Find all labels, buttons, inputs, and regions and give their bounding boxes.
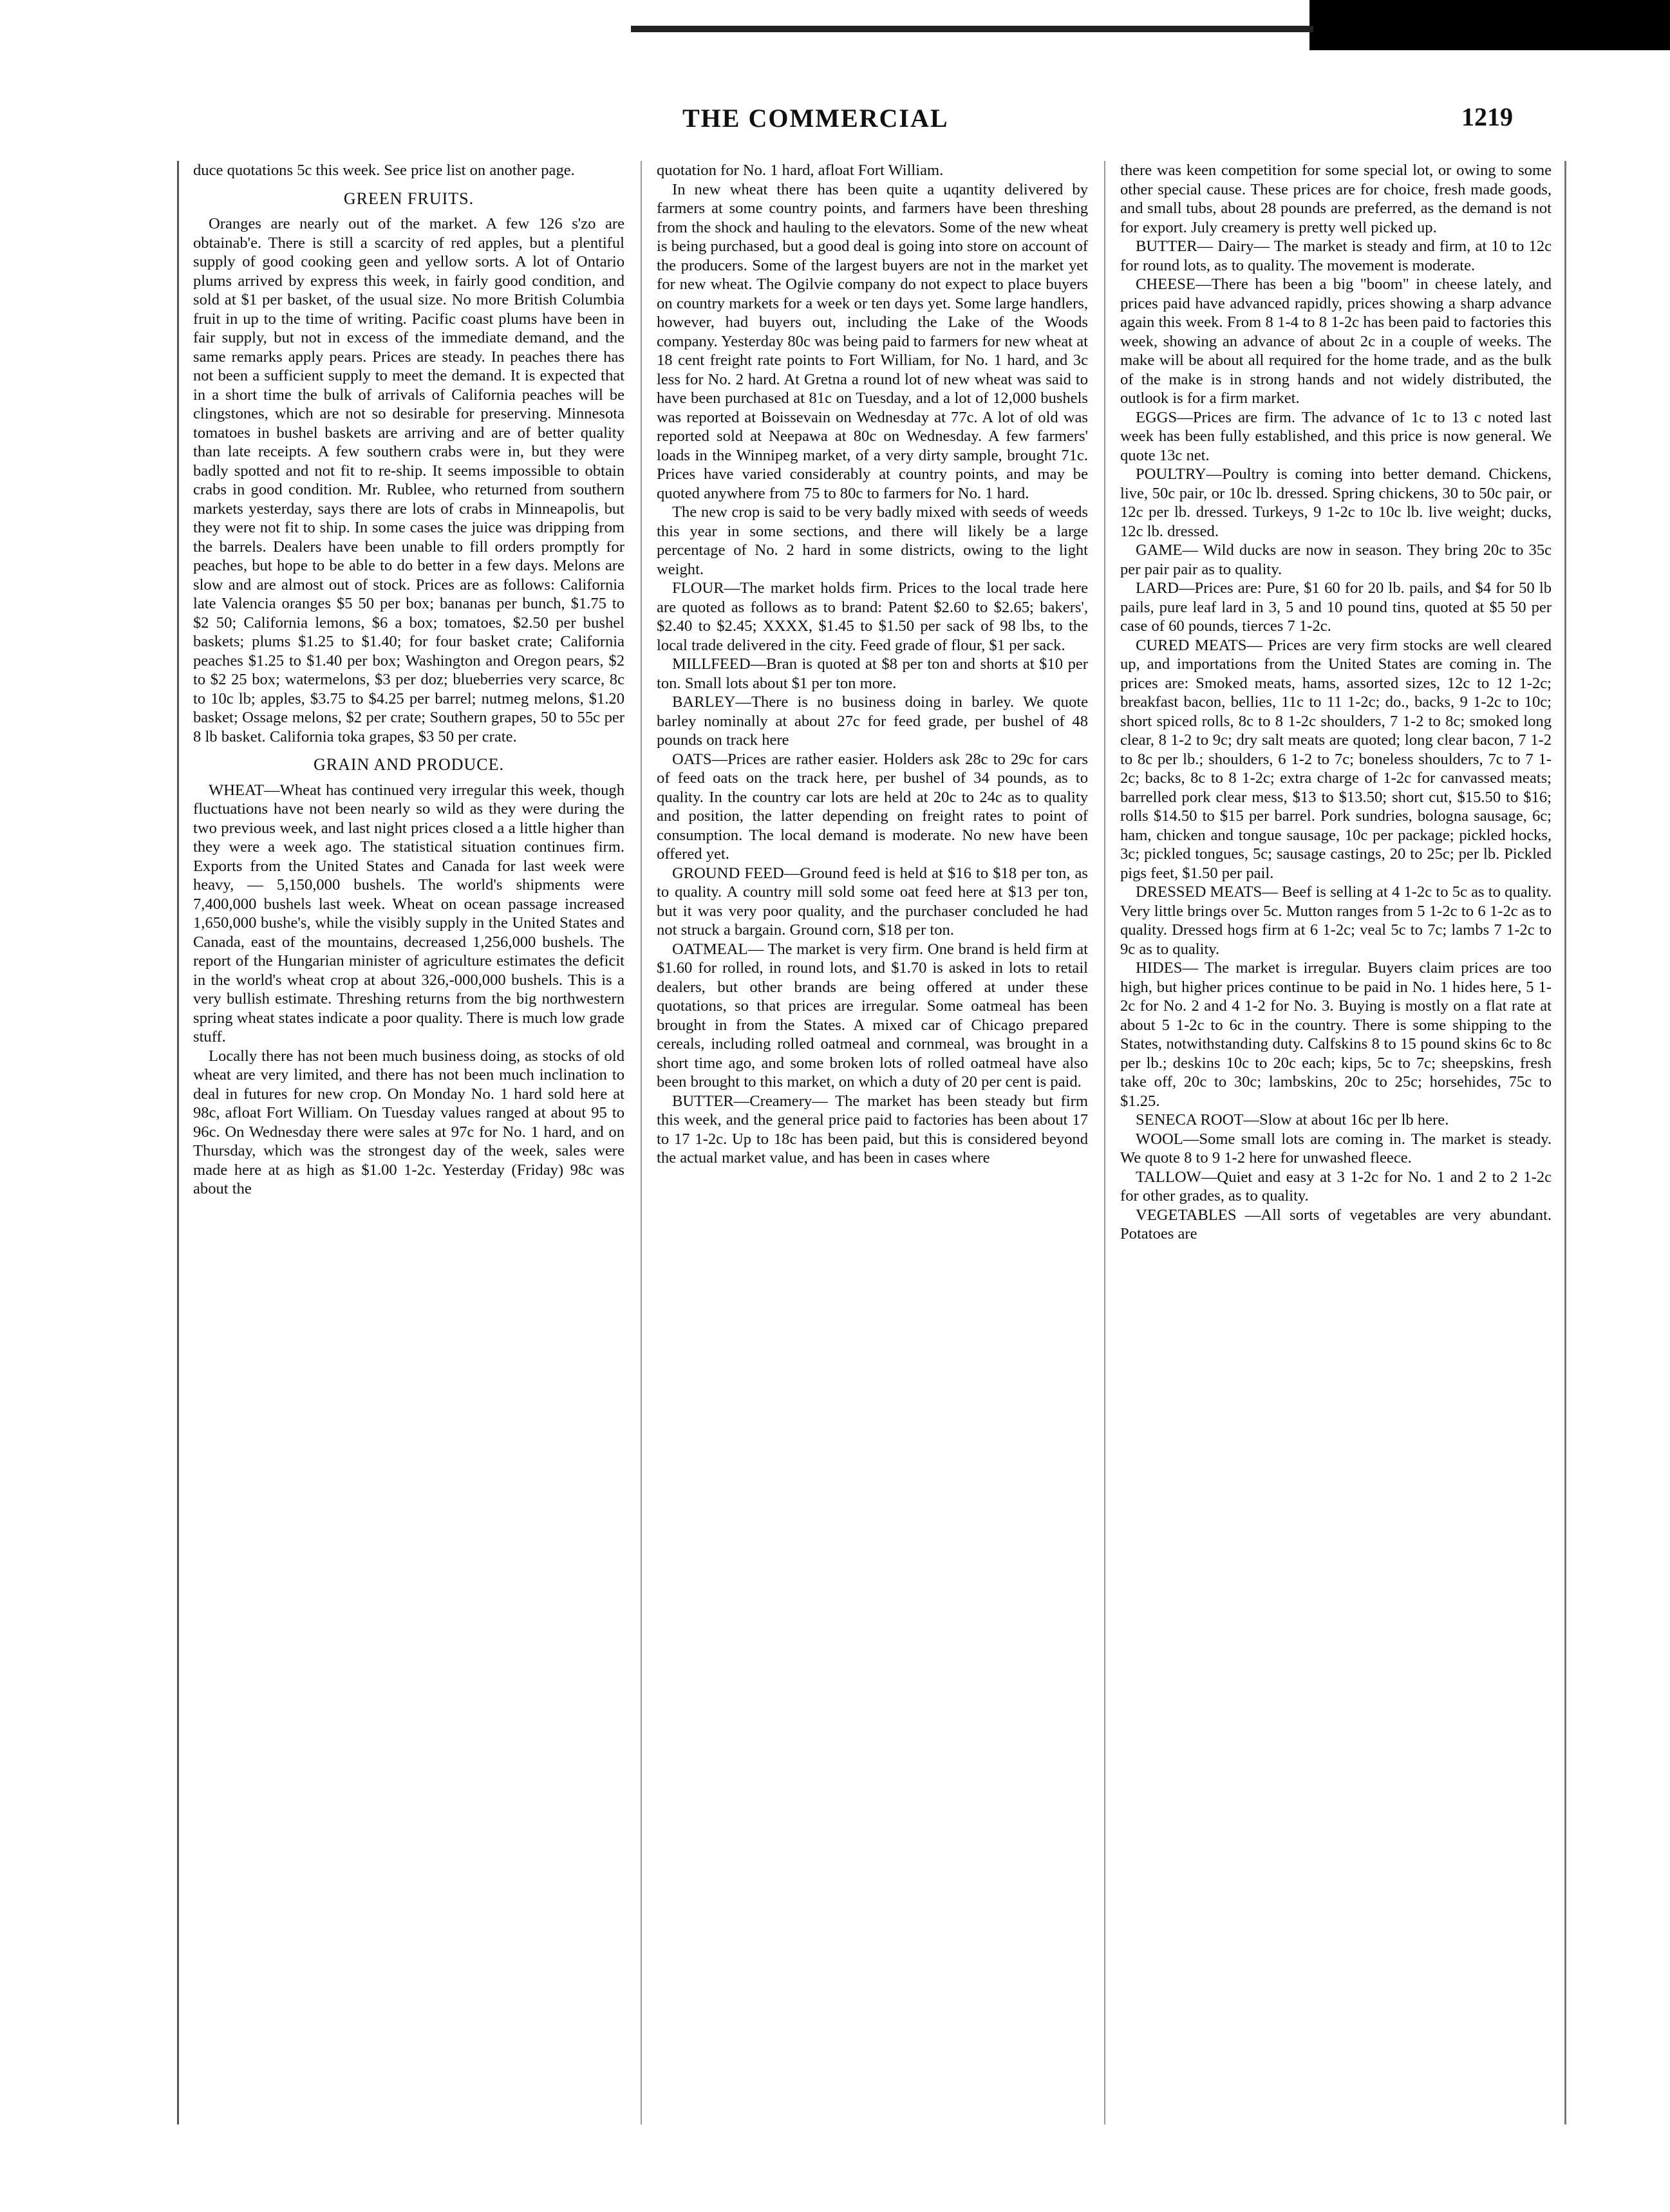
article-columns	[193, 161, 1558, 2131]
paragraph: there was keen competition for some special lot, or owing to some other special cause. These prices are for choice, fresh made goods, and small tubs, about 28 pounds are preferred, as the demand is not for export. July creamery is pretty well picked up.	[1120, 162, 1552, 236]
page-number: 1219	[1461, 102, 1513, 131]
paragraph: HIDES— The market is irregular. Buyers claim prices are too high, but higher prices continue to be paid in No. 1 hides here, 5 1-2c for No. 2 and 4 1-2 for No. 3. Buying is mostly on a flat rate at about 5 1-2c to 6c in the country. There is some shipping to the States, notwithstanding duty. Calfskins 8 to 15 pound skins 6c to 8c per lb.; deskins 10c to 20c each; kips, 5c to 7c; sheepskins, fresh take off, 20c to 30c; lambskins, 20c to 25c; horsehides, 75c to $1.25.	[1120, 959, 1552, 1110]
page-header	[0, 97, 1670, 155]
scan-edge-shadow	[1309, 0, 1670, 50]
paragraph: quotation for No. 1 hard, afloat Fort William.	[657, 162, 944, 179]
paragraph: GROUND FEED—Ground feed is held at $16 to $18 per ton, as to quality. A country mill sold some oat feed here at $13 per ton, but it was very poor quality, and the purchaser concluded he had not struck a bargain. Ground corn, $18 per ton.	[657, 864, 1088, 939]
section-heading: GRAIN AND PRODUCE.	[313, 755, 505, 774]
paragraph: SENECA ROOT—Slow at about 16c per lb here.	[1136, 1111, 1449, 1129]
column-1	[193, 161, 624, 2131]
paragraph: Locally there has not been much business doing, as stocks of old wheat are very limited, and there has not been much inclination to deal in futures for new crop. On Monday No. 1 hard sold here at 98c, afloat Fort William. On Tuesday values ranged at about 95 to 96c. On Wednesday there were sales at 97c for No. 1 hard, and on Thursday, which was the strongest day of the week, sales were made here at as high as $1.00 1-2c. Yesterday (Friday) 98c was about the	[193, 1047, 624, 1197]
paragraph: WOOL—Some small lots are coming in. The market is steady. We quote 8 to 9 1-2 here for unwashed fleece.	[1120, 1130, 1552, 1167]
paragraph: BARLEY—There is no business doing in barley. We quote barley nominally at about 27c for feed grade, per bushel of 48 pounds on track here	[657, 693, 1088, 749]
paragraph: DRESSED MEATS— Beef is selling at 4 1-2c to 5c as to quality. Very little brings over 5c. Mutton ranges from 5 1-2c to 6 1-2c as to quality. Dressed hogs firm at 6 1-2c; veal 5c to 7c; lambs 7 1-2c to 9c as to quality.	[1120, 883, 1552, 958]
column-3	[1120, 161, 1552, 2131]
paragraph: BUTTER—Creamery— The market has been steady but firm this week, and the general price paid to factories has been about 17 to 17 1-2c. Up to 18c has been paid, but this is considered beyond the actual market value, and has been in cases where	[657, 1092, 1088, 1167]
paragraph: LARD—Prices are: Pure, $1 60 for 20 lb. pails, and $4 for 50 lb pails, pure leaf lard in 3, 5 and 10 pound tins, quoted at $5 50 per case of 60 pounds, tierces 7 1-2c.	[1120, 579, 1552, 635]
page-edge-rule	[177, 161, 179, 2124]
paragraph: VEGETABLES —All sorts of vegetables are very abundant. Potatoes are	[1120, 1206, 1552, 1242]
page-edge-rule	[1564, 161, 1566, 2124]
paragraph: FLOUR—The market holds firm. Prices to the local trade here are quoted as follows as to brand: Patent $2.60 to $2.65; bakers', $2.40 to $2.45; XXXX, $1.45 to $1.50 per sack of 98 lbs, to the local trade delivered in the city. Feed grade of flour, $1 per sack.	[657, 579, 1088, 654]
paragraph: EGGS—Prices are firm. The advance of 1c to 13 c noted last week has been fully established, and this price is now general. We quote 13c net.	[1120, 408, 1552, 464]
paragraph: GAME— Wild ducks are now in season. They bring 20c to 35c per pair pair as to quality.	[1120, 541, 1552, 578]
scan-top-rule	[631, 26, 1313, 32]
running-title: THE COMMERCIAL	[682, 104, 949, 133]
paragraph: The new crop is said to be very badly mixed with seeds of weeds this year in some sections, and there will likely be a large percentage of No. 2 hard in some districts, owing to the light weight.	[657, 503, 1088, 578]
paragraph: CURED MEATS— Prices are very firm stocks are well cleared up, and importations from the United States are coming in. The prices are: Smoked meats, hams, assorted sizes, 12c to 12 1-2c; breakfast bacon, bellies, 11c to 11 1-2c; do., backs, 9 1-2c to 10c; short spiced rolls, 8c to 8 1-2c shoulders, 7 1-2 to 8c; smoked long clear, 8 1-2 to 9c; dry salt meats are quoted; long clear bacon, 7 1-2 to 8c per lb.; shoulders, 6 1-2 to 7c; boneless shoulders, 7c to 7 1-2c; backs, 8c to 8 1-2c; extra charge of 1-2c for canvassed meats; barrelled pork clear mess, $13 to $13.50; short cut, $15.50 to $16; rolls $14.50 to $15 per barrel. Pork sundries, bologna sausage, 6c; ham, chicken and tongue sausage, 10c per package; pickled hocks, 3c; pickled tongues, 5c; sausage castings, 20 to 25c; per lb. Pickled pigs feet, $1.50 per pail.	[1120, 636, 1552, 882]
paragraph: duce quotations 5c this week. See price list on another page.	[193, 162, 575, 179]
paragraph: In new wheat there has been quite a uqantity delivered by farmers at some country points, and farmers have been threshing from the shock and hauling to the elevators. Some of the new wheat is being purchased, but a good deal is going into store on account of the producers. Some of the largest buyers are not in the market yet for new wheat. The Ogilvie company do not expect to place buyers on country markets for a week or ten days yet. Some large handlers, however, had buyers out, including the Lake of the Woods company. Yesterday 80c was being paid to farmers for new wheat at 18 cent freight rate points to Fort William, for No. 1 hard, and 3c less for No. 2 hard. At Gretna a round lot of new wheat was said to have been purchased at 81c on Tuesday, and a lot of 12,000 bushels was reported at Boissevain on Wednesday at 77c. A lot of old was reported sold at Neepawa at 80c on Wednesday. A few farmers' loads in the Winnipeg market, of a very dirty sample, brought 71c. Prices have varied considerably at country points, and may be quoted anywhere from 75 to 80c to farmers for No. 1 hard.	[657, 180, 1088, 502]
paragraph: POULTRY—Poultry is coming into better demand. Chickens, live, 50c pair, or 10c lb. dressed. Spring chickens, 30 to 50c pair, or 12c per lb. dressed. Turkeys, 9 1-2c to 10c lb. live weight; ducks, 12c lb. dressed.	[1120, 465, 1552, 540]
paragraph: OATMEAL— The market is very firm. One brand is held firm at $1.60 for rolled, in round lots, and $1.70 is asked in lots to retail dealers, but other brands are being offered at under these quotations, so that prices are irregular. Some oatmeal has been brought in from the States. A mixed car of Chicago prepared cereals, including rolled oatmeal and cornmeal, was brought in a short time ago, and some broken lots of rolled oatmeal have also been brought to this market, on which a duty of 20 per cent is paid.	[657, 940, 1088, 1091]
paragraph: WHEAT—Wheat has continued very irregular this week, though fluctuations have not been nearly so wild as they were during the two previous week, and last night prices closed a a little higher than they were a week ago. The statistical situation continues firm. Exports from the United States and Canada for last week were heavy, — 5,150,000 bushels. The world's shipments were 7,400,000 bushels last week. Wheat on ocean passage increased 1,650,000 bushe's, while the visibly supply in the United States and Canada, east of the mountains, decreased 1,256,000 bushels. The report of the Hungarian minister of agriculture estimates the deficit in the world's wheat crop at about 326,-000,000 bushels. This is a very bullish estimate. Threshing returns from the big northwestern spring wheat states indicate a poor quality. There is much low grade stuff.	[193, 781, 624, 1045]
paragraph: TALLOW—Quiet and easy at 3 1-2c for No. 1 and 2 to 2 1-2c for other grades, as to quality.	[1120, 1168, 1552, 1204]
column-2	[657, 161, 1088, 2131]
paragraph: BUTTER— Dairy— The market is steady and firm, at 10 to 12c for round lots, as to quality. The movement is moderate.	[1120, 238, 1552, 274]
section-heading: GREEN FRUITS.	[343, 189, 474, 208]
paragraph: CHEESE—There has been a big "boom" in cheese lately, and prices paid have advanced rapidly, prices showing a sharp advance again this week. From 8 1-4 to 8 1-2c has been paid to factories this week, showing an advance of about 2c in a couple of weeks. The make will be about all required for the home trade, and as the bulk of the make is in strong hands and not widely distributed, the outlook is for a firm market.	[1120, 276, 1552, 407]
paragraph: MILLFEED—Bran is quoted at $8 per ton and shorts at $10 per ton. Small lots about $1 per ton more.	[657, 655, 1088, 692]
paragraph: OATS—Prices are rather easier. Holders ask 28c to 29c for cars of feed oats on the track here, per bushel of 34 pounds, as to quality. In the country car lots are held at 20c to 24c as to quality and position, the latter depending on freight rates to point of consumption. The local demand is moderate. No new have been offered yet.	[657, 750, 1088, 863]
paragraph: Oranges are nearly out of the market. A few 126 s'zo are obtainab'e. There is still a scarcity of red apples, but a plentiful supply of good cooking geen and yellow sorts. A lot of Ontario plums arrived by express this week, in fairly good condition, and sold at $1 per basket, of the usual size. No more British Columbia fruit in up to the time of writing. Pacific coast plums have been in fair supply, but not in excess of the immediate demand, and the same remarks apply pears. Prices are steady. In peaches there has not been a sufficient supply to meet the demand. It is expected that in a short time the bulk of arrivals of California peaches will be clingstones, which are not so desirable for preserving. Minnesota tomatoes in bushel baskets are arriving and are of better quality than late receipts. A few southern crabs were in, but they were badly spotted and not fit to re-ship. It seems impossible to obtain crabs in good condition. Mr. Rublee, who returned from southern markets yesterday, says there are lots of crabs in Minneapolis, but they were not fit to ship. In some cases the juice was dripping from the barrels. Dealers have been unable to fill orders promptly for peaches, but hope to be able to do better in a few days. Melons are slow and are almost out of stock. Prices are as follows: California late Valencia oranges $5 50 per box; bananas per bunch, $1.75 to $2 50; California lemons, $6 a box; tomatoes, $2.50 per bushel baskets; plums $1.25 to $1.40; for four basket crate; California peaches $1.25 to $1.40 per box; Washington and Oregon pears, $2 to $2 25 box; watermelons, $3 per doz; blueberries very scarce, 8c to 10c lb; apples, $3.75 to $4.25 per barrel; nutmeg melons, $1.20 basket; Ossage melons, $2 per crate; Southern grapes, 50 to 55c per 8 lb basket. California toka grapes, $3 50 per crate.	[193, 215, 624, 745]
